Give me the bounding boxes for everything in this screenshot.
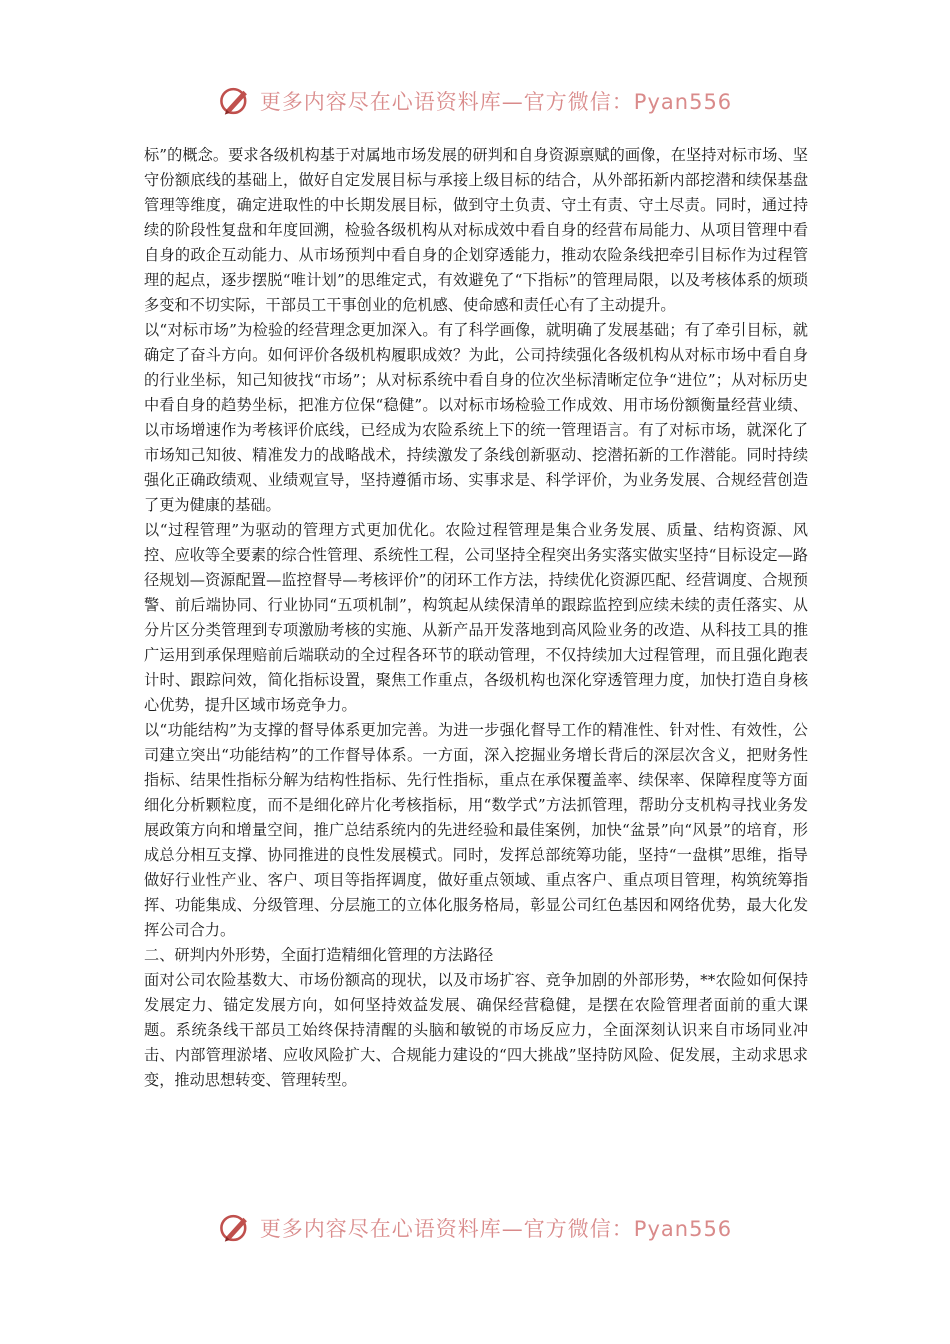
watermark-text: 更多内容尽在心语资料库—官方微信：Pyan556: [259, 90, 733, 114]
document-body: [144, 143, 808, 1093]
paragraph: 面对公司农险基数大、市场份额高的现状，以及市场扩容、竞争加剧的外部形势，**农险如何保持发展定力、锚定发展方向，如何坚持效益发展、确保经营稳健，是摆在农险管理者面前的重大课题。系统条线干部员工始终保持清醒的头脑和敏锐的市场反应力，全面深刻认识来自市场同业冲击、内部管理淤堵、应收风险扩大、合规能力建设的“四大挑战”坚持防风险、促发展，主动求思求变，推动思想转变、管理转型。: [144, 971, 808, 1089]
paragraph: 以“功能结构”为支撑的督导体系更加完善。为进一步强化督导工作的精准性、针对性、有效性，公司建立突出“功能结构”的工作督导体系。一方面，深入挖掘业务增长背后的深层次含义，把财务性指标、结果性指标分解为结构性指标、先行性指标，重点在承保覆盖率、续保率、保障程度等方面细化分析颗粒度，而不是细化碎片化考核指标，用“数学式”方法抓管理，帮助分支机构寻找业务发展政策方向和增量空间，推广总结系统内的先进经验和最佳案例，加快“盆景”向“风景”的培育，形成总分相互支撑、协同推进的良性发展模式。同时，发挥总部统筹功能，坚持“一盘棋”思维，指导做好行业性产业、客户、项目等指挥调度，做好重点领域、重点客户、重点项目管理，构筑统筹指挥、功能集成、分级管理、分层施工的立体化服务格局，彰显公司红色基因和网络优势，最大化发挥公司合力。: [144, 721, 808, 939]
paragraph: 标”的概念。要求各级机构基于对属地市场发展的研判和自身资源禀赋的画像，在坚持对标市场、坚守份额底线的基础上，做好自定发展目标与承接上级目标的结合，从外部拓新内部挖潜和续保基盘管理等维度，确定进取性的中长期发展目标，做到守土负责、守土有责、守土尽责。同时，通过持续的阶段性复盘和年度回溯，检验各级机构从对标成效中看自身的经营布局能力、从项目管理中看自身的政企互动能力、从市场预判中看自身的企划穿透能力，推动农险条线把牵引目标作为过程管理的起点，逐步摆脱“唯计划”的思维定式，有效避免了“下指标”的管理局限，以及考核体系的烦琐多变和不切实际，干部员工干事创业的危机感、使命感和责任心有了主动提升。: [144, 146, 808, 314]
pen-logo-icon: [218, 84, 252, 118]
pen-logo-icon: [218, 1211, 252, 1245]
header-watermark: [0, 84, 950, 118]
watermark-text: 更多内容尽在心语资料库—官方微信：Pyan556: [259, 1217, 733, 1241]
section-heading: 二、研判内外形势，全面打造精细化管理的方法路径: [144, 946, 494, 964]
paragraph: 以“对标市场”为检验的经营理念更加深入。有了科学画像，就明确了发展基础；有了牵引目标，就确定了奋斗方向。如何评价各级机构履职成效？为此，公司持续强化各级机构从对标市场中看自身的行业坐标，知己知彼找“市场”；从对标系统中看自身的位次坐标清晰定位争“进位”；从对标历史中看自身的趋势坐标，把准方位保“稳健”。以对标市场检验工作成效、用市场份额衡量经营业绩、以市场增速作为考核评价底线，已经成为农险系统上下的统一管理语言。有了对标市场，就深化了市场知己知彼、精准发力的战略战术，持续激发了条线创新驱动、挖潜拓新的工作潜能。同时持续强化正确政绩观、业绩观宣导，坚持遵循市场、实事求是、科学评价，为业务发展、合规经营创造了更为健康的基础。: [144, 321, 808, 514]
footer-watermark: [0, 1211, 950, 1245]
paragraph: 以“过程管理”为驱动的管理方式更加优化。农险过程管理是集合业务发展、质量、结构资源、风控、应收等全要素的综合性管理、系统性工程，公司坚持全程突出务实落实做实坚持“目标设定—路径规划—资源配置—监控督导—考核评价”的闭环工作方法，持续优化资源匹配、经营调度、合规预警、前后端协同、行业协同“五项机制”，构筑起从续保清单的跟踪监控到应续未续的责任落实、从分片区分类管理到专项激励考核的实施、从新产品开发落地到高风险业务的改造、从科技工具的推广运用到承保理赔前后端联动的全过程各环节的联动管理，不仅持续加大过程管理，而且强化跑表计时、跟踪问效，简化指标设置，聚焦工作重点，各级机构也深化穿透管理力度，加快打造自身核心优势，提升区域市场竞争力。: [144, 521, 808, 714]
